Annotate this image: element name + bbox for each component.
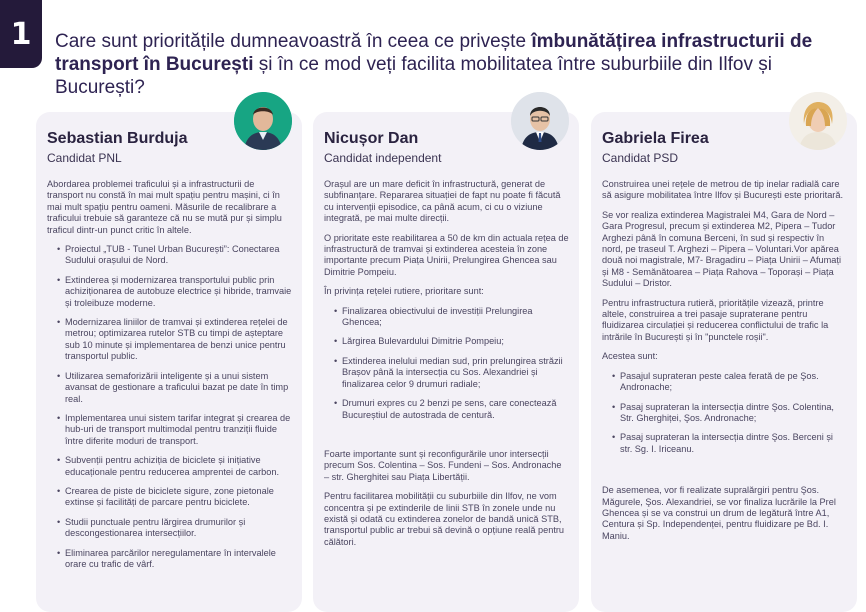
candidate-name: Sebastian Burduja <box>47 130 188 147</box>
candidate-answer <box>47 179 292 578</box>
candidate-card-dan <box>313 112 579 612</box>
candidate-party: Candidat independent <box>324 151 442 165</box>
list-item: • Subvenții pentru achiziția de biciclete și inițiative educaționale pentru reducerea amprentei de carbon. <box>57 455 292 478</box>
list-item: • Studii punctuale pentru lărgirea drumurilor și descongestionarea intersecțiilor. <box>57 517 292 540</box>
list-item: • Utilizarea semaforizării inteligente și a unui sistem avansat de gestionare a traficului bazat pe date în timp real. <box>57 371 292 405</box>
question-number-badge: 1 <box>0 0 42 68</box>
list-item: • Drumuri expres cu 2 benzi pe sens, care conectează Bucureștiul de autostrada de centură. <box>334 398 569 421</box>
answer-list <box>47 244 292 570</box>
answer-paragraph: Pentru facilitarea mobilității cu suburbiile din Ilfov, ne vom concentra și pe extinderile de linii STB în zonele unde nu există și odată cu extinderea zonelor de bandă unică STB, transportul public ar trebui să devină o opțiune reală pentru călători. <box>324 491 565 547</box>
answer-paragraph: De asemenea, vor fi realizate supralărgiri pentru Şos. Măgurele, Şos. Alexandriei, se vor finaliza lucrările la Prel Ghencea și se va construi un drum de legătură între A1, Centura și Sp. Independenței, pentru fluidizare pe Bd. I. Maniu. <box>602 485 836 541</box>
answer-paragraph: O prioritate este reabilitarea a 50 de km din actuala rețea de infrastructură de tramvai și extinderea acesteia în zone importante precum Piața Unirii, Prelungirea Ghencea sau Dimitrie Pompeiu. <box>324 232 569 277</box>
answer-paragraph: Orașul are un mare deficit în infrastructură, generat de subfinanțare. Repararea situației de fapt nu poate fi făcută cu intervenții episodice, ca până acum, ci cu o viziune integrată, pe mai multe direcții. <box>324 179 561 224</box>
avatar-dan <box>511 92 569 150</box>
candidate-party: Candidat PNL <box>47 151 122 165</box>
list-item: • Proiectul „TUB - Tunel Urban București”: Conectarea Sudului orașului de Nord. <box>57 244 292 267</box>
list-item: • Finalizarea obiectivului de investiții Prelungirea Ghencea; <box>334 306 569 329</box>
answer-paragraph: Abordarea problemei traficului și a infrastructurii de transport nu constă în mai mult spațiu pentru mașini, ci în mai mult spațiu pentru oameni. Măsurile de recalibrare a traficului trebuie să garanteze că nu se mută pur și simplu traficul dintr-un punct critic în altele. <box>47 179 282 235</box>
answer-paragraph: În privința rețelei rutiere, prioritare sunt: <box>324 286 484 297</box>
list-item: • Extinderea și modernizarea transportului public prin achiziționarea de autobuze electrice și hibride, tramvaie și troleibuze moderne. <box>57 275 292 309</box>
answer-paragraph: Acestea sunt: <box>602 351 658 362</box>
candidate-name: Gabriela Firea <box>602 130 709 147</box>
answer-paragraph: Foarte importante sunt și reconfigurările unor intersecții precum Sos. Colentina – Sos. Fundeni – Sos. Andronache – str. Gherghitei sau Piața Libertății. <box>324 448 562 482</box>
list-item: • Pasaj suprateran la intersecția dintre Şos. Berceni și str. Sg. I. Iriceanu. <box>612 432 847 455</box>
question-text-bold: îmbunătățirea infrastructurii de transport în București <box>55 31 813 75</box>
list-item: • Pasaj suprateran la intersecția dintre Şos. Colentina, Str. Gherghiței, Şos. Andronache; <box>612 402 847 425</box>
list-item: • Modernizarea liniilor de tramvai și extinderea rețelei de metrou; optimizarea rutelor STB cu timpi de așteptare sub 10 minute și implementarea de benzi unice pentru transportul public. <box>57 317 292 363</box>
question-heading <box>55 30 855 99</box>
answer-paragraph: Pentru infrastructura rutieră, prioritățile vizează, printre altele, construirea a trei pasaje supraterane pentru fluidizarea circulației și reducerea conflictului de trafic la intrările în București și în "punctele roșii". <box>602 297 829 342</box>
list-item: • Eliminarea parcărilor neregulamentare în intervalele orare cu trafic de vârf. <box>57 548 292 571</box>
answer-paragraph: Construirea unei rețele de metrou de tip inelar radială care să asigure mobilitatea între Ilfov și București este prioritară. <box>602 179 844 201</box>
answer-paragraph: Se vor realiza extinderea Magistralei M4, Gara de Nord – Gara Progresul, precum și extinderea M2, Pipera – Tudor Arghezi până în comuna Berceni, în sud și respectiv în nord, pe traseul T. Arghezi – Pipera – Voluntari.Vor apărea două noi magistrale, M7- Bragadiru – Piața Unirii – Afumați și M8 - Semănătoarea – Piața Rahova – Toporași – Piața Sudului – Dristor. <box>602 209 841 289</box>
candidate-name: Nicușor Dan <box>324 130 419 147</box>
question-text-part2: și în ce mod veți facilita mobilitatea între suburbiile din Ilfov și București? <box>55 54 772 98</box>
candidate-answer <box>324 179 569 556</box>
candidate-card-firea <box>591 112 857 612</box>
list-item: • Implementarea unui sistem tarifar integrat și crearea de hub-uri de transport multimodal pentru tranziții fluide între diferite moduri de transport. <box>57 413 292 447</box>
answer-list <box>602 371 847 455</box>
avatar-firea <box>789 92 847 150</box>
list-item: • Extinderea inelului median sud, prin prelungirea străzii Brașov până la intersecția cu Sos. Alexandriei și finalizarea celor 9 drumuri radiale; <box>334 356 569 390</box>
list-item: • Lărgirea Bulevardului Dimitrie Pompeiu; <box>334 336 569 347</box>
candidate-answer <box>602 179 847 550</box>
list-item: • Pasajul suprateran peste calea ferată de pe Şos. Andronache; <box>612 371 847 394</box>
list-item: • Crearea de piste de biciclete sigure, zone pietonale extinse și facilități de parcare pentru biciclete. <box>57 486 292 509</box>
answer-list <box>324 306 569 421</box>
avatar-burduja <box>234 92 292 150</box>
candidate-card-burduja <box>36 112 302 612</box>
candidate-party: Candidat PSD <box>602 151 679 165</box>
question-text-part1: Care sunt prioritățile dumneavoastră în ceea ce privește <box>55 31 532 52</box>
